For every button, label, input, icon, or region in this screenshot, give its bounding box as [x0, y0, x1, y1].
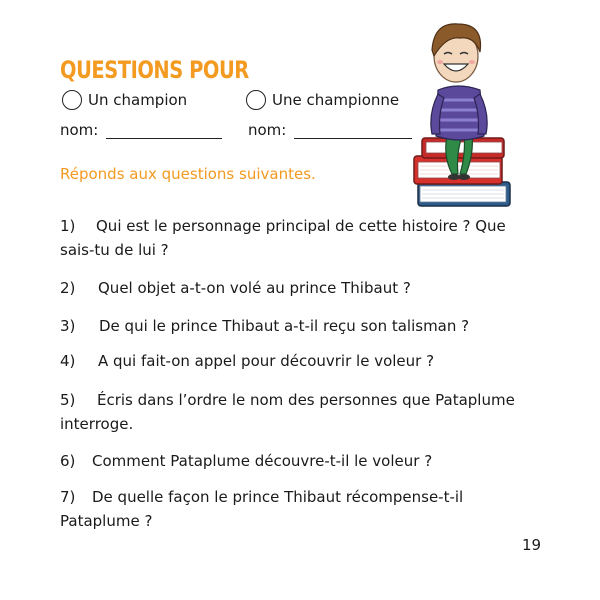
question-number: 6) — [60, 452, 76, 470]
question-number: 7) — [60, 488, 76, 506]
question-text: De quelle façon le prince Thibaut récompense-t-il Pataplume ? — [60, 488, 464, 530]
question-number: 5) — [60, 391, 76, 409]
choice-championne[interactable] — [246, 90, 399, 110]
question-number: 2) — [60, 279, 76, 297]
name-label: nom: — [60, 121, 99, 139]
question-text: De qui le prince Thibaut a-t-il reçu son talisman ? — [99, 317, 470, 335]
question-item — [60, 276, 530, 300]
question-text: Quel objet a-t-on volé au prince Thibaut ? — [98, 279, 411, 297]
choice-champion[interactable] — [62, 90, 187, 110]
question-text: Écris dans l’ordre le nom des personnes que Pataplume interroge. — [60, 391, 515, 433]
instruction-text: Réponds aux questions suivantes. — [60, 165, 316, 183]
radio-circle-icon[interactable] — [246, 90, 266, 110]
name-field-champion — [60, 121, 222, 139]
name-blank-line[interactable] — [294, 124, 412, 139]
question-item — [60, 388, 530, 436]
question-number: 3) — [60, 317, 76, 335]
radio-circle-icon[interactable] — [62, 90, 82, 110]
page-number: 19 — [522, 536, 542, 554]
choice-label: Un champion — [88, 91, 188, 109]
question-text: Qui est le personnage principal de cette histoire ? Que sais-tu de lui ? — [60, 217, 506, 259]
boy-sitting-on-books-icon — [408, 14, 518, 214]
question-text: Comment Pataplume découvre-t-il le voleur ? — [92, 452, 433, 470]
question-item — [60, 449, 530, 473]
question-item — [60, 485, 530, 533]
question-item — [60, 314, 530, 338]
name-field-championne — [248, 121, 412, 139]
choice-label: Une championne — [272, 91, 400, 109]
name-blank-line[interactable] — [106, 124, 222, 139]
page-title: QUESTIONS POUR — [60, 56, 249, 84]
question-number: 4) — [60, 352, 76, 370]
question-item — [60, 214, 530, 262]
question-number: 1) — [60, 217, 76, 235]
question-text: A qui fait-on appel pour découvrir le voleur ? — [98, 352, 435, 370]
name-label: nom: — [248, 121, 287, 139]
question-item — [60, 349, 530, 373]
